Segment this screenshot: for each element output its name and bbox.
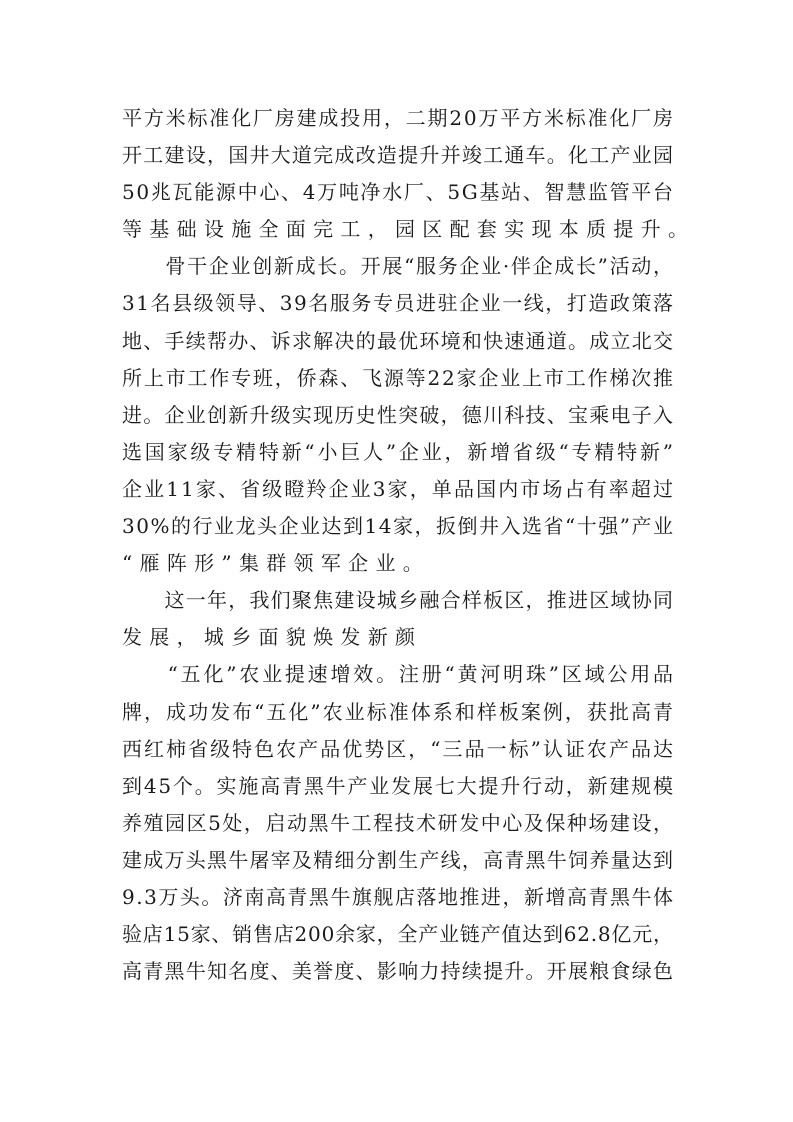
text-line: 建成万头黑牛屠宰及精细分割生产线，高青黑牛饲养量达到: [122, 847, 675, 872]
text-line: 50兆瓦能源中心、4万吨净水厂、5G基站、智慧监管平台: [122, 180, 675, 205]
text-line: 西红柿省级特色农产品优势区，“三品一标”认证农产品达: [122, 736, 676, 761]
text-line: “雁阵形”集群领军企业。: [122, 551, 431, 576]
text-line: 等基础设施全面完工，园区配套实现本质提升。: [122, 217, 696, 242]
text-line: 进。企业创新升级实现历史性突破，德川科技、宝乘电子入: [122, 402, 675, 427]
section-heading-line: 这一年，我们聚焦建设城乡融合样板区，推进区域协同: [122, 588, 675, 613]
text-line: 地、手续帮办、诉求解决的最优环境和快速通道。成立北交: [122, 328, 675, 353]
section-heading-line: 发展，城乡面貌焕发新颜: [122, 625, 423, 650]
paragraph-heading-line: 骨干企业创新成长。开展“服务企业·伴企成长”活动，: [122, 254, 675, 279]
text-line: 选国家级专精特新“小巨人”企业，新增省级“专精特新”: [122, 439, 676, 464]
text-line: 牌，成功发布“五化”农业标准体系和样板案例，获批高青: [122, 699, 676, 724]
text-line: 高青黑牛知名度、美誉度、影响力持续提升。开展粮食绿色: [122, 959, 675, 984]
text-line: 到45个。实施高青黑牛产业发展七大提升行动，新建规模: [122, 773, 675, 798]
text-line: 企业11家、省级瞪羚企业3家，单品国内市场占有率超过: [122, 476, 676, 501]
text-line: 验店15家、销售店200余家，全产业链产值达到62.8亿元，: [122, 922, 674, 947]
paragraph-heading-line: “五化”农业提速增效。注册“黄河明珠”区域公用品: [122, 662, 676, 687]
text-line: 30%的行业龙头企业达到14家，扳倒井入选省“十强”产业: [122, 514, 675, 539]
text-line: 开工建设，国井大道完成改造提升并竣工通车。化工产业园: [122, 143, 675, 168]
text-line: 养殖园区5处，启动黑牛工程技术研发中心及保种场建设，: [122, 810, 675, 835]
text-line: 9.3万头。济南高青黑牛旗舰店落地推进，新增高青黑牛体: [122, 884, 675, 909]
text-line: 31名县级领导、39名服务专员进驻企业一线，打造政策落: [122, 291, 675, 316]
text-line: 所上市工作专班，侨森、飞源等22家企业上市工作梯次推: [122, 365, 675, 390]
text-line: 平方米标准化厂房建成投用，二期20万平方米标准化厂房: [122, 106, 675, 130]
body-text: [122, 100, 696, 990]
